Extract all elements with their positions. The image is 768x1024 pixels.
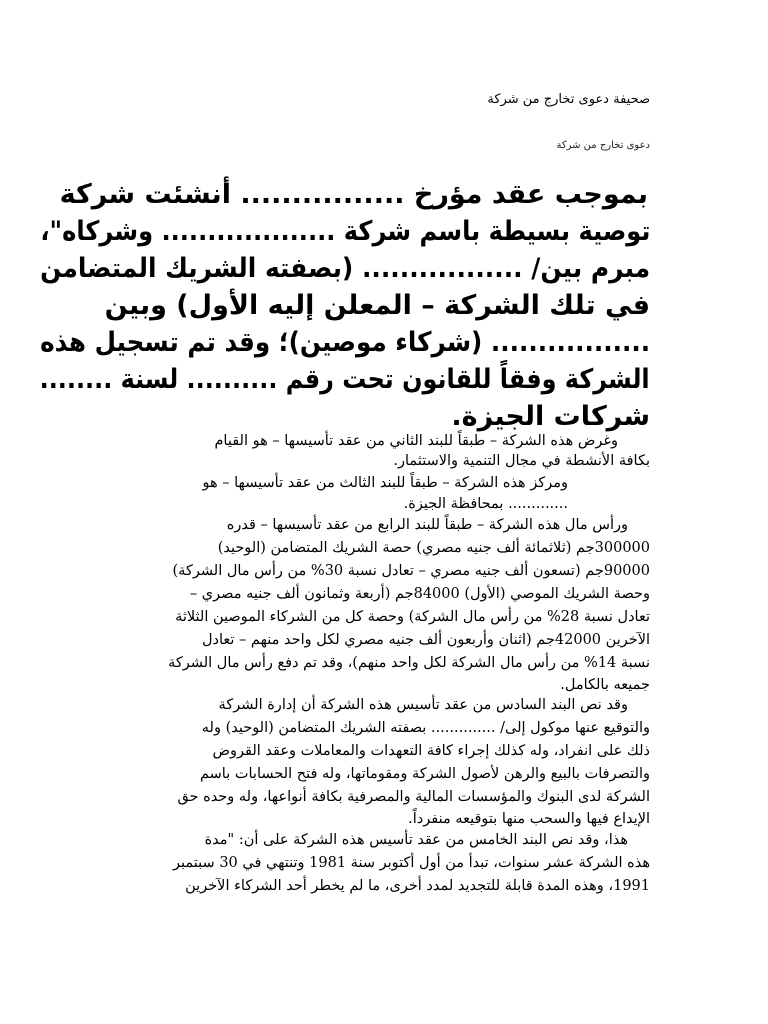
paragraph-line: هذا، وقد نص البند الخامس من عقد تأسيس هذه الشركة على أن: "مدة [204, 832, 628, 848]
paragraph-line: جميعه بالكامل. [560, 677, 650, 693]
paragraph-line: الآخرين 42000جم (اثنان وأربعون ألف جنيه مصري لكل واحد منهم – تعادل [202, 632, 650, 648]
intro-line: الشركة وفقاً للقانون تحت رقم .......... لسنة ........ [40, 364, 650, 395]
paragraph-line: ومركز هذه الشركة – طبقاً للبند الثالث من عقد تأسيسها – هو [202, 475, 568, 491]
paragraph-line: بكافة الأنشطة في مجال التنمية والاستثمار. [393, 453, 650, 469]
paragraph-line: وقد نص البند السادس من عقد تأسيس هذه الشركة أن إدارة الشركة [218, 697, 628, 713]
paragraph-line: ذلك على انفراد، وله كذلك إجراء كافة التعهدات والمعاملات وعقد القروض [212, 743, 650, 759]
document-subtitle: دعوى تخارج من شركة [556, 140, 650, 151]
paragraph-line: ورأس مال هذه الشركة – طبقاً للبند الرابع من عقد تأسيسها – قدره [226, 517, 628, 533]
intro-line: توصية بسيطة باسم شركة ................... وشركاه"، [40, 216, 650, 247]
document-title: صحيفة دعوى تخارج من شركة [487, 92, 650, 107]
intro-line: في تلك الشركة – المعلن إليه الأول) وبين [104, 290, 650, 321]
paragraph-line: 90000جم (تسعون ألف جنيه مصري – تعادل نسبة 30% من رأس مال الشركة) [172, 563, 650, 579]
paragraph-line: نسبة 14% من رأس مال الشركة لكل واحد منهم)، وقد تم دفع رأس مال الشركة [168, 655, 650, 671]
paragraph-line: 1991، وهذه المدة قابلة للتجديد لمدد أخرى، ما لم يخطر أحد الشركاء الآخرين [185, 878, 650, 894]
paragraph-line: وحصة الشريك الموصي (الأول) 84000جم (أربعة وثمانون ألف جنيه مصري – [189, 586, 650, 602]
paragraph-line: والتوقيع عنها موكول إلى/ .............. بصفته الشريك المتضامن (الوحيد) وله [201, 720, 650, 736]
intro-line: مبرم بين/ ................. (بصفته الشريك المتضامن [40, 253, 650, 284]
paragraph-line: 300000جم (ثلاثمائة ألف جنيه مصري) حصة الشريك المتضامن (الوحيد) [217, 540, 650, 556]
paragraph-line: هذه الشركة عشر سنوات، تبدأ من أول أكتوبر سنة 1981 وتنتهي في 30 سبتمبر [173, 855, 650, 871]
intro-line: ................. (شركاء موصين)؛ وقد تم تسجيل هذه [40, 327, 650, 358]
intro-line: بموجب عقد مؤرخ ................ أنشئت شركة [59, 179, 648, 210]
intro-line: شركات الجيزة. [451, 401, 650, 432]
paragraph-line: تعادل نسبة 28% من رأس مال الشركة) وحصة كل من الشركاء الموصين الثلاثة [175, 609, 650, 625]
paragraph-line: ............. بمحافظة الجيزة. [403, 496, 568, 512]
paragraph-line: الشركة لدى البنوك والمؤسسات المالية والمصرفية بكافة أنواعها، وله وحده حق [177, 789, 650, 805]
paragraph-line: وغرض هذه الشركة – طبقاً للبند الثاني من عقد تأسيسها – هو القيام [214, 433, 618, 449]
paragraph-line: والتصرفات بالبيع والرهن لأصول الشركة ومقوماتها، وله فتح الحسابات باسم [200, 766, 650, 782]
paragraph-line: الإيداع فيها والسحب منها بتوقيعه منفرداً. [408, 811, 650, 827]
